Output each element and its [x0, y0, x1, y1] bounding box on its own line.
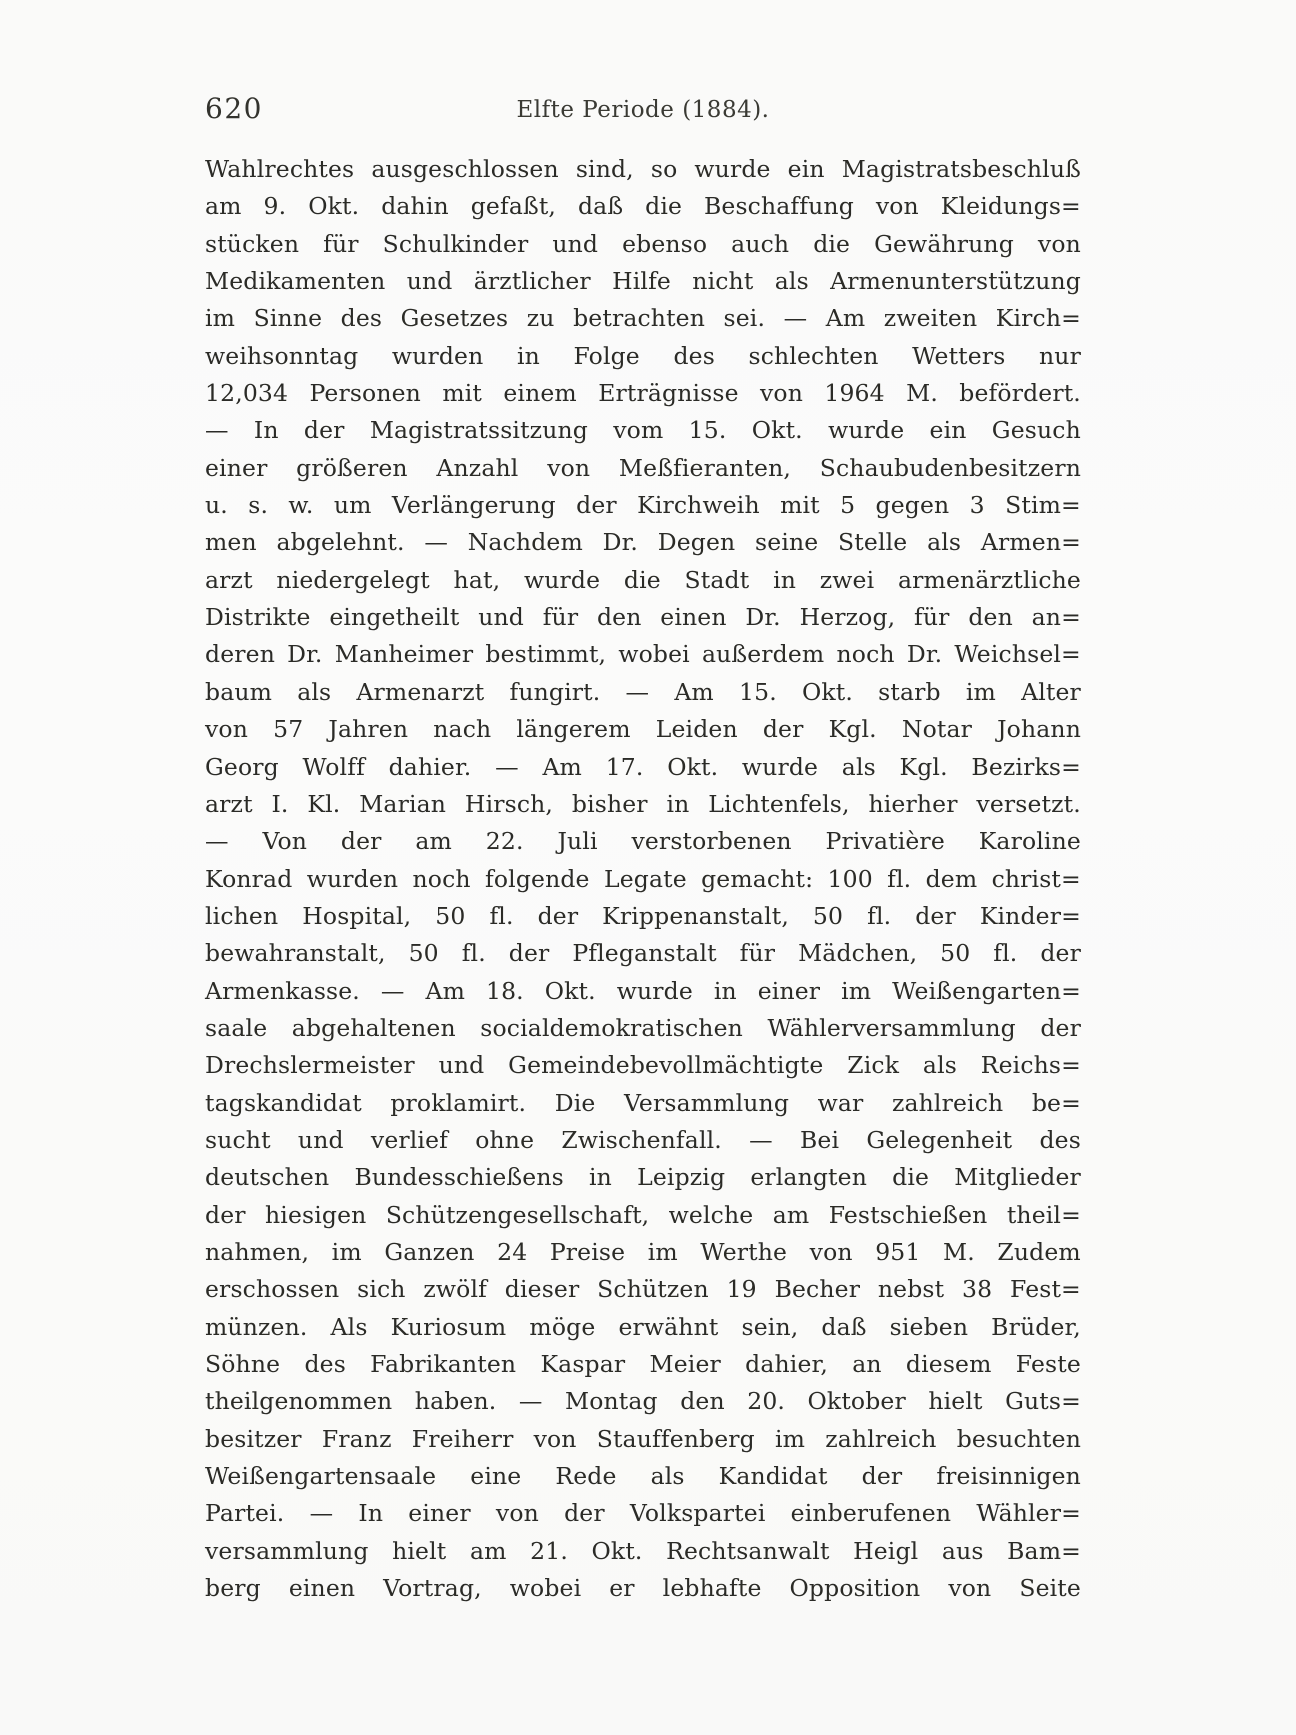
running-header: Elfte Periode (1884).	[516, 97, 770, 123]
text-line: Georg Wolff dahier. — Am 17. Okt. wurde als Kgl. Bezirks=	[205, 752, 1081, 781]
text-line: Medikamenten und ärztlicher Hilfe nicht als Armenunterstützung	[205, 267, 1081, 296]
body-text	[205, 151, 1081, 1607]
text-line: nahmen, im Ganzen 24 Preise im Werthe von 951 M. Zudem	[205, 1237, 1081, 1266]
text-line: Drechslermeister und Gemeindebevollmächtigte Zick als Reichs=	[205, 1051, 1081, 1080]
text-line: von 57 Jahren nach längerem Leiden der Kgl. Notar Johann	[205, 715, 1081, 744]
text-line: berg einen Vortrag, wobei er lebhafte Opposition von Seite	[205, 1574, 1081, 1603]
text-line: erschossen sich zwölf dieser Schützen 19 Becher nebst 38 Fest=	[205, 1275, 1081, 1304]
text-line: Weißengartensaale eine Rede als Kandidat der freisinnigen	[205, 1462, 1081, 1491]
text-line: Distrikte eingetheilt und für den einen Dr. Herzog, für den an=	[205, 603, 1081, 632]
text-line: lichen Hospital, 50 fl. der Krippenanstalt, 50 fl. der Kinder=	[205, 901, 1081, 930]
text-line: u. s. w. um Verlängerung der Kirchweih mit 5 gegen 3 Stim=	[205, 491, 1081, 520]
text-line: arzt niedergelegt hat, wurde die Stadt in zwei armenärztliche	[205, 565, 1081, 594]
text-line: am 9. Okt. dahin gefaßt, daß die Beschaffung von Kleidungs=	[205, 192, 1081, 221]
text-line: deutschen Bundesschießens in Leipzig erlangten die Mitglieder	[205, 1163, 1081, 1192]
text-line: sucht und verlief ohne Zwischenfall. — Bei Gelegenheit des	[205, 1125, 1081, 1154]
text-line: theilgenommen haben. — Montag den 20. Oktober hielt Guts=	[205, 1387, 1081, 1416]
text-line: versammlung hielt am 21. Okt. Rechtsanwalt Heigl aus Bam=	[205, 1536, 1081, 1565]
text-line: tagskandidat proklamirt. Die Versammlung war zahlreich be=	[205, 1088, 1081, 1117]
text-line: Konrad wurden noch folgende Legate gemacht: 100 fl. dem christ=	[205, 864, 1081, 893]
text-line: stücken für Schulkinder und ebenso auch die Gewährung von	[205, 229, 1081, 258]
text-line: einer größeren Anzahl von Meßfieranten, Schaubudenbesitzern	[205, 453, 1081, 482]
text-line: Wahlrechtes ausgeschlossen sind, so wurde ein Magistratsbeschluß	[205, 155, 1081, 183]
text-line: Söhne des Fabrikanten Kaspar Meier dahier, an diesem Feste	[205, 1350, 1081, 1378]
text-line: — In der Magistratssitzung vom 15. Okt. wurde ein Gesuch	[205, 416, 1081, 445]
text-line: deren Dr. Manheimer bestimmt, wobei außerdem noch Dr. Weichsel=	[205, 640, 1081, 669]
text-line: münzen. Als Kuriosum möge erwähnt sein, daß sieben Brüder,	[205, 1312, 1081, 1341]
text-line: im Sinne des Gesetzes zu betrachten sei. — Am zweiten Kirch=	[205, 304, 1081, 333]
text-line: baum als Armenarzt fungirt. — Am 15. Okt. starb im Alter	[205, 677, 1081, 706]
text-line: besitzer Franz Freiherr von Stauffenberg im zahlreich besuchten	[205, 1424, 1081, 1453]
text-line: bewahranstalt, 50 fl. der Pfleganstalt für Mädchen, 50 fl. der	[205, 939, 1081, 968]
text-line: der hiesigen Schützengesellschaft, welche am Festschießen theil=	[205, 1200, 1081, 1229]
text-line: 12,034 Personen mit einem Erträgnisse von 1964 M. befördert.	[205, 379, 1081, 408]
text-line: weihsonntag wurden in Folge des schlechten Wetters nur	[205, 341, 1081, 370]
text-line: men abgelehnt. — Nachdem Dr. Degen seine Stelle als Armen=	[205, 528, 1081, 557]
text-line: arzt I. Kl. Marian Hirsch, bisher in Lichtenfels, hierher versetzt.	[205, 789, 1081, 818]
text-line: saale abgehaltenen socialdemokratischen Wählerversammlung der	[205, 1013, 1081, 1042]
text-line: Armenkasse. — Am 18. Okt. wurde in einer im Weißengarten=	[205, 976, 1081, 1005]
text-line: Partei. — In einer von der Volkspartei einberufenen Wähler=	[205, 1499, 1081, 1528]
text-line: — Von der am 22. Juli verstorbenen Privatière Karoline	[205, 827, 1081, 856]
page-number: 620	[205, 92, 263, 125]
